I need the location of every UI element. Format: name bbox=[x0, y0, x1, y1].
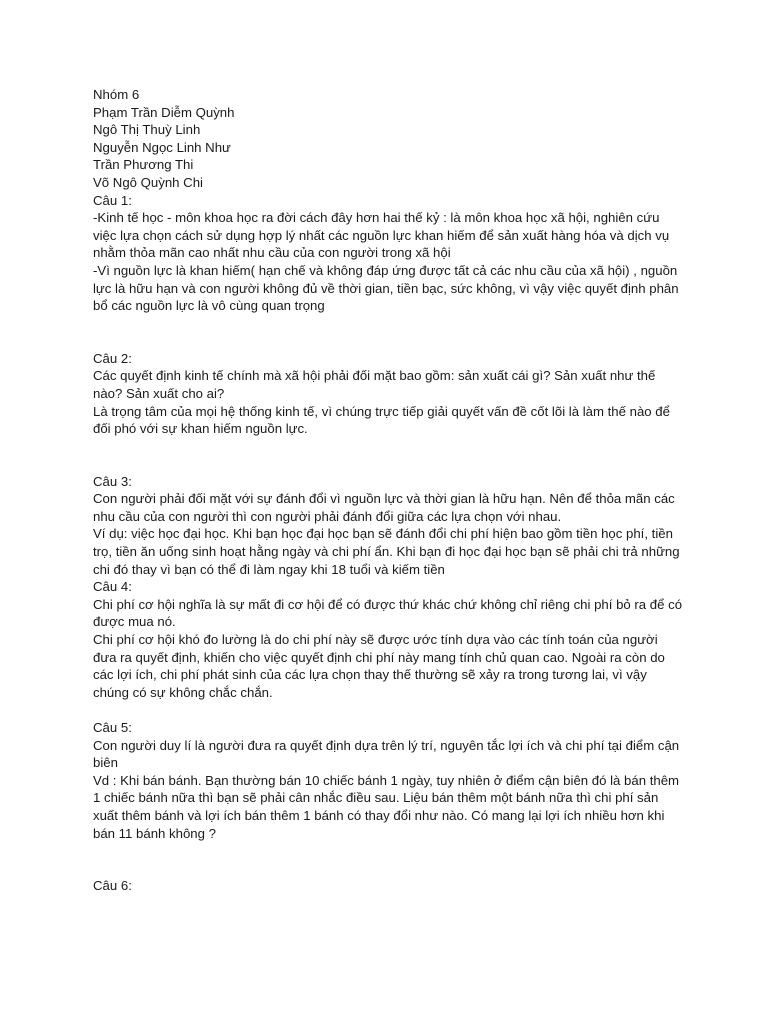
question-2-title: Câu 2: bbox=[93, 350, 132, 366]
spacer bbox=[93, 438, 683, 473]
spacer bbox=[93, 315, 683, 350]
question-5-title: Câu 5: bbox=[93, 720, 132, 735]
spacer bbox=[93, 701, 683, 719]
question-5-paragraph: Vd : Khi bán bánh. Bạn thường bán 10 chiếc bánh 1 ngày, tuy nhiên ở điểm cận biên đó là bán thêm 1 chiếc bánh nữa thì bạn sẽ phải cân nhắc điều sau. Liệu bán thêm một bánh nữa thì chi phí sản xuất thêm bánh và lợi ích bán thêm 1 bánh có thay đổi như nào. Có mang lại lợi ích nhiều hơn khi bán 11 bánh không ? bbox=[93, 772, 683, 841]
question-1-paragraph: -Kinh tế học - môn khoa học ra đời cách đây hơn hai thế kỷ : là môn khoa học xã hội, nghiên cứu việc lựa chọn cách sử dụng hợp lý nhất các nguồn lực khan hiếm để sản xuất hàng hóa và dịch vụ nhằm thỏa mãn cao nhất nhu cầu của con người trong xã hội bbox=[93, 210, 673, 261]
question-1-paragraph: -Vì nguồn lực là khan hiếm( hạn chế và không đáp ứng được tất cả các nhu cầu của xã hội) , nguồn lực là hữu hạn và con người không đủ về thời gian, tiền bạc, sức không, vì vậy việc quyết định phân bổ các nguồn lực là vô cùng quan trọng bbox=[93, 262, 683, 314]
question-6-title: Câu 6: bbox=[93, 878, 132, 894]
document-body bbox=[93, 86, 686, 895]
member-name: Phạm Trần Diễm Quỳnh bbox=[93, 104, 235, 120]
question-4-title: Câu 4: bbox=[93, 579, 132, 595]
question-1-title: Câu 1: bbox=[93, 192, 132, 208]
question-3-title: Câu 3: bbox=[93, 473, 132, 489]
member-name: Trần Phương Thi bbox=[93, 157, 194, 173]
question-4-paragraph: Chi phí cơ hội khó đo lường là do chi phí này sẽ được ước tính dựa vào các tính toán của người đưa ra quyết định, khiến cho việc quyết định chi phí này mang tính chủ quan cao. Ngoài ra còn do các lợi ích, chi phí phát sinh của các lựa chọn thay thế thường sẽ xảy ra trong tương lai, vì vậy chúng có sự không chắc chắn. bbox=[93, 632, 669, 700]
member-name: Nguyễn Ngọc Linh Như bbox=[93, 139, 231, 155]
spacer bbox=[93, 842, 683, 877]
group-name: Nhóm 6 bbox=[93, 87, 140, 102]
member-name: Võ Ngô Quỳnh Chi bbox=[93, 174, 203, 190]
question-4-paragraph: Chi phí cơ hội nghĩa là sự mất đi cơ hội để có được thứ khác chứ không chỉ riêng chi phí bỏ ra để có được mua nó. bbox=[93, 596, 686, 630]
question-2-paragraph: Là trọng tâm của mọi hệ thống kinh tế, vì chúng trực tiếp giải quyết vấn đề cốt lõi là làm thế nào để đối phó với sự khan hiếm nguồn lực. bbox=[93, 403, 674, 437]
member-name: Ngô Thị Thuỳ Linh bbox=[93, 122, 201, 138]
question-3-paragraph: Con người phải đối mặt với sự đánh đổi vì nguồn lực và thời gian là hữu hạn. Nên để thỏa mãn các nhu cầu của con người thì con người phải đánh đổi giữa các lựa chọn với nhau. bbox=[93, 491, 679, 524]
question-5-paragraph: Con người duy lí là người đưa ra quyết định dựa trên lý trí, nguyên tắc lợi ích và chi phí tại điểm cận biên bbox=[93, 737, 683, 771]
question-2-paragraph: Các quyết định kinh tế chính mà xã hội phải đối mặt bao gồm: sản xuất cái gì? Sản xuất như thế nào? Sản xuất cho ai? bbox=[93, 368, 659, 401]
question-3-paragraph: Ví dụ: việc học đại học. Khi bạn học đại học bạn sẽ đánh đổi chi phí hiện bao gồm tiền học phí, tiền trọ, tiền ăn uống sinh hoạt hằng ngày và chi phí ẩn. Khi bạn đi học đại học bạn sẽ phải chi trả những chi đó thay vì bạn có thể đi làm ngay khi 18 tuổi và kiếm tiền bbox=[93, 526, 684, 577]
